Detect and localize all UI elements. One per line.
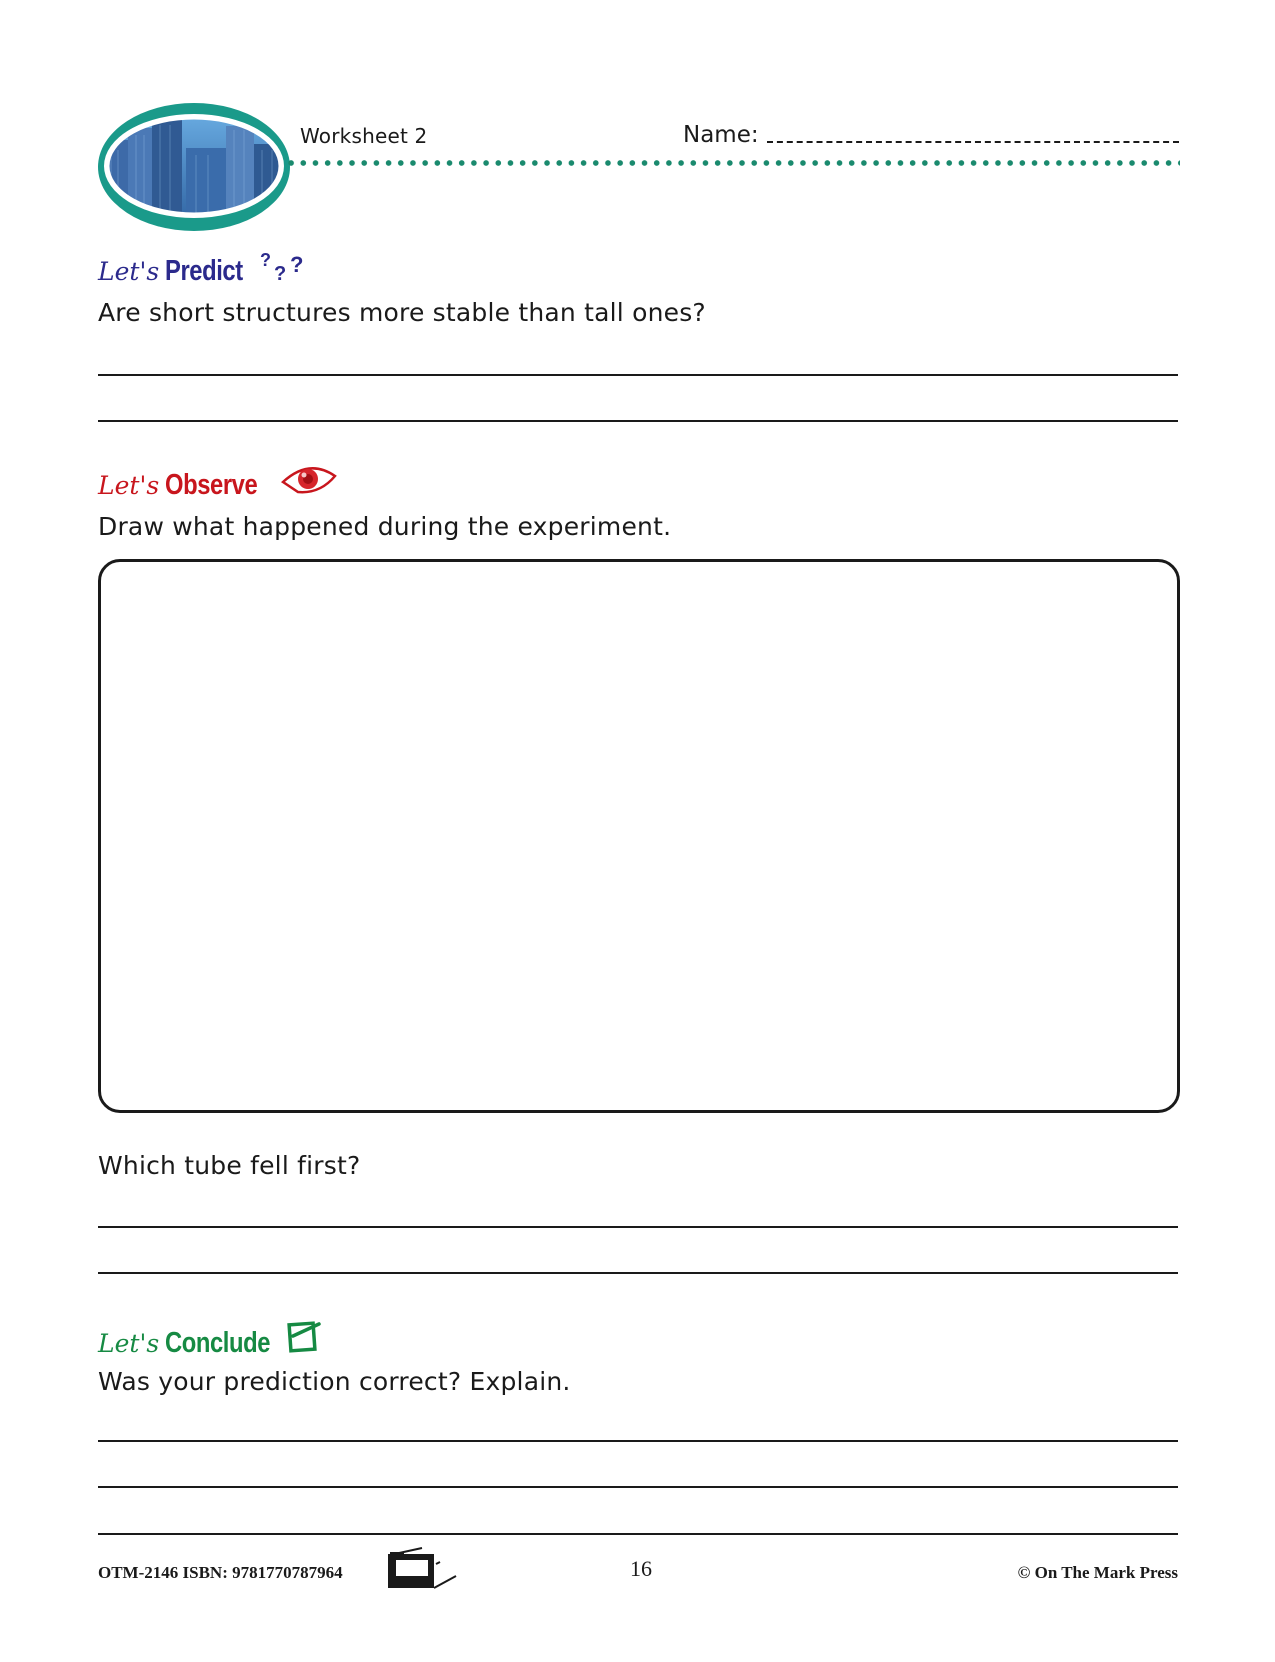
lets-label: Let's (98, 257, 160, 286)
svg-text:?: ? (273, 263, 287, 282)
eye-icon (280, 462, 338, 500)
dotted-divider (285, 160, 1180, 166)
answer-line[interactable] (98, 374, 1178, 376)
svg-text:?: ? (289, 252, 304, 277)
observe-heading (98, 462, 338, 500)
footer-divider (98, 1533, 1178, 1535)
checkbox-icon (285, 1318, 323, 1358)
conclude-question: Was your prediction correct? Explain. (98, 1367, 571, 1396)
conclude-title: Conclude (165, 1327, 271, 1359)
name-label: Name: (683, 122, 759, 148)
page-number: 16 (630, 1556, 652, 1581)
name-field[interactable] (683, 120, 1179, 148)
conclude-heading (98, 1318, 323, 1358)
footer-code-isbn: OTM-2146 ISBN: 9781770787964 (98, 1563, 343, 1582)
lets-label: Let's (98, 471, 160, 500)
footer-copyright: © On The Mark Press (1017, 1563, 1178, 1582)
predict-heading (98, 248, 308, 286)
observe-followup-question: Which tube fell first? (98, 1151, 361, 1180)
predict-question: Are short structures more stable than tall ones? (98, 298, 706, 327)
lets-label: Let's (98, 1329, 160, 1358)
name-underline[interactable] (767, 141, 1179, 143)
question-marks-icon (258, 248, 308, 286)
answer-line[interactable] (98, 1272, 1178, 1274)
observe-instruction: Draw what happened during the experiment. (98, 512, 672, 541)
predict-title: Predict (165, 255, 243, 287)
answer-line[interactable] (98, 420, 1178, 422)
skyscrapers-logo-icon (96, 100, 292, 234)
answer-line[interactable] (98, 1486, 1178, 1488)
svg-text:?: ? (259, 250, 271, 270)
worksheet-label: Worksheet 2 (300, 124, 428, 148)
photocopier-icon (388, 1546, 462, 1590)
observe-title: Observe (165, 469, 258, 501)
answer-line[interactable] (98, 1226, 1178, 1228)
drawing-area[interactable] (98, 559, 1180, 1113)
answer-line[interactable] (98, 1440, 1178, 1442)
